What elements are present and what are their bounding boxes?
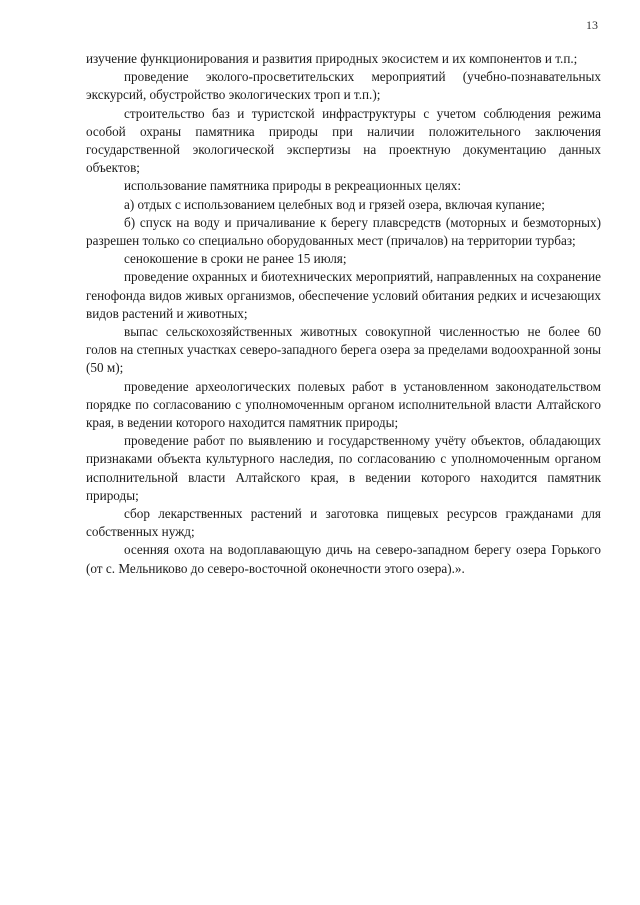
paragraph: изучение функционирования и развития природных экосистем и их компонентов и т.п.;	[86, 51, 578, 66]
document-body	[86, 50, 601, 578]
paragraph: б) спуск на воду и причаливание к берегу плавсредств (моторных и безмоторных) разрешен только со специально оборудованных мест (причалов) на территории турбаз;	[86, 214, 601, 249]
paragraph: а) отдых с использованием целебных вод и грязей озера, включая купание;	[124, 196, 545, 212]
paragraph: проведение археологических полевых работ в установленном законодательством порядке по согласованию с уполномоченным органом исполнительной власти Алтайского края, в ведении которого находится памятник природы;	[86, 378, 601, 431]
paragraph: проведение охранных и биотехнических мероприятий, направленных на сохранение генофонда видов живых организмов, обеспечение условий обитания редких и исчезающих видов растений и животных;	[86, 269, 601, 321]
paragraph: строительство баз и туристской инфраструктуры с учетом соблюдения режима особой охраны памятника природы при наличии положительного заключения государственной экологической экспертизы на проектную документацию данных объектов;	[86, 105, 601, 176]
page-number: 13	[586, 18, 598, 32]
paragraph: сенокошение в сроки не ранее 15 июля;	[124, 251, 347, 267]
paragraph: сбор лекарственных растений и заготовка пищевых ресурсов гражданами для собственных нужд;	[86, 506, 601, 540]
paragraph: использование памятника природы в рекреационных целях:	[124, 178, 462, 194]
paragraph: проведение эколого-просветительских мероприятий (учебно-познавательных экскурсий, обустройство экологических троп и т.п.);	[86, 69, 601, 103]
paragraph: выпас сельскохозяйственных животных совокупной численностью не более 60 голов на степных участках северо-западного берега озера за пределами водоохранной зоны (50 м);	[86, 324, 601, 376]
paragraph: осенняя охота на водоплавающую дичь на северо-западном берегу озера Горького (от с. Мельниково до северо-восточной оконечности этого озера).».	[86, 542, 601, 576]
paragraph: проведение работ по выявлению и государственному учёту объектов, обладающих признаками объекта культурного наследия, по согласованию с уполномоченным органом исполнительной власти Алтайского края, в ведении которого находится памятник природы;	[86, 433, 601, 503]
